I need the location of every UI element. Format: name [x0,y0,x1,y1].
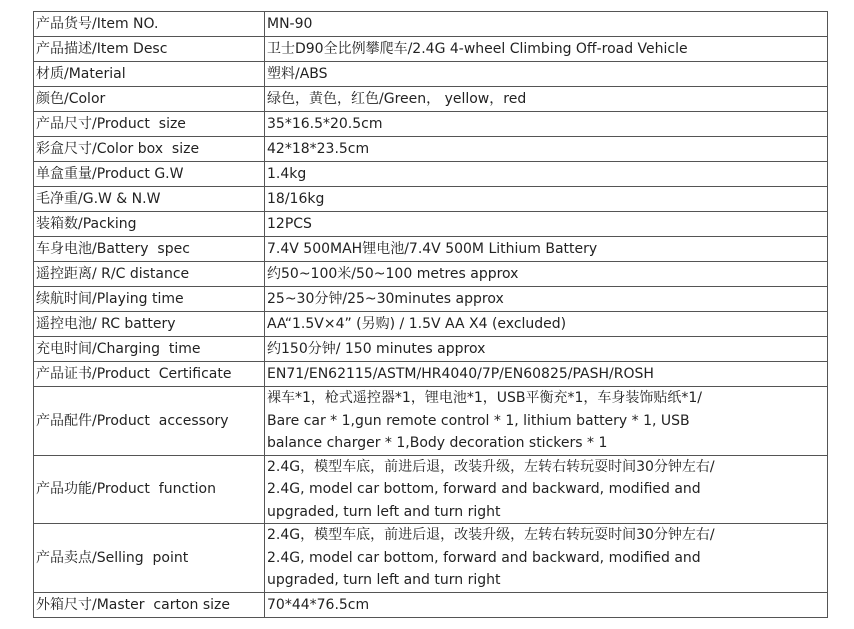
spec-label: 产品尺寸/Product size [34,112,265,137]
spec-value-line: 18/16kg [267,191,325,207]
spec-value [265,12,828,37]
spec-value-line: 2.4G，模型车底，前进后退，改装升级，左转右转玩耍时间30分钟左右/ [267,527,715,543]
spec-value-line: 35*16.5*20.5cm [267,116,383,132]
spec-label: 产品功能/Product function [34,455,265,524]
spec-value-line: MN-90 [267,16,313,32]
spec-label: 单盒重量/Product G.W [34,162,265,187]
spec-value [265,87,828,112]
spec-value-line: 25~30分钟/25~30minutes approx [267,291,504,307]
spec-value-line: 2.4G, model car bottom, forward and backward, modified and [267,481,701,497]
spec-value-line: EN71/EN62115/ASTM/HR4040/7P/EN60825/PASH/ROSH [267,366,654,382]
spec-value [265,387,828,456]
spec-label: 遥控电池/ RC battery [34,312,265,337]
spec-label: 产品卖点/Selling point [34,524,265,593]
product-spec-table [33,11,828,618]
spec-value-line: upgraded, turn left and turn right [267,572,501,588]
spec-value [265,162,828,187]
spec-value-line: 约50~100米/50~100 metres approx [267,266,519,282]
spec-label: 产品货号/Item NO. [34,12,265,37]
spec-row [34,87,828,112]
spec-value [265,524,828,593]
spec-row [34,212,828,237]
spec-value [265,312,828,337]
spec-label: 毛净重/G.W & N.W [34,187,265,212]
spec-label: 车身电池/Battery spec [34,237,265,262]
spec-value-line: 裸车*1，枪式遥控器*1，锂电池*1，USB平衡充*1，车身装饰贴纸*1/ [267,390,702,406]
spec-row [34,455,828,524]
spec-label: 彩盒尺寸/Color box size [34,137,265,162]
spec-value-line: 2.4G，模型车底，前进后退，改装升级，左转右转玩耍时间30分钟左右/ [267,458,715,475]
spec-row [34,62,828,87]
spec-row [34,112,828,137]
spec-value-line: balance charger * 1,Body decoration stickers * 1 [267,435,608,451]
spec-label: 材质/Material [34,62,265,87]
spec-value-line: upgraded, turn left and turn right [267,503,501,520]
spec-value [265,337,828,362]
spec-row [34,592,828,617]
spec-value-line: 卫士D90全比例攀爬车/2.4G 4-wheel Climbing Off-road Vehicle [267,41,688,57]
spec-value-line: 12PCS [267,216,312,232]
spec-value-line: AA“1.5V×4” (另购) / 1.5V AA X4 (excluded) [267,316,567,332]
spec-label: 产品描述/Item Desc [34,37,265,62]
spec-row [34,12,828,37]
spec-row [34,287,828,312]
spec-value [265,62,828,87]
spec-label: 产品配件/Product accessory [34,387,265,456]
spec-value-line: 7.4V 500MAH锂电池/7.4V 500M Lithium Battery [267,241,598,257]
spec-label: 产品证书/Product Certificate [34,362,265,387]
spec-value [265,455,828,524]
spec-value-line: 42*18*23.5cm [267,141,370,157]
spec-row [34,187,828,212]
spec-label: 遥控距离/ R/C distance [34,262,265,287]
spec-value [265,362,828,387]
spec-value [265,137,828,162]
spec-label: 装箱数/Packing [34,212,265,237]
spec-value [265,37,828,62]
spec-value [265,187,828,212]
spec-row [34,337,828,362]
spec-label: 续航时间/Playing time [34,287,265,312]
spec-value-line: 70*44*76.5cm [267,596,370,613]
spec-label: 充电时间/Charging time [34,337,265,362]
spec-label: 颜色/Color [34,87,265,112]
spec-value-line: Bare car * 1,gun remote control * 1, lithium battery * 1, USB [267,412,690,429]
spec-table-body [34,12,828,618]
spec-value [265,592,828,617]
spec-label: 外箱尺寸/Master carton size [34,592,265,617]
spec-value [265,212,828,237]
spec-value [265,237,828,262]
spec-value-line: 1.4kg [267,166,307,182]
spec-value-line: 塑料/ABS [267,66,328,82]
spec-row [34,137,828,162]
spec-row [34,37,828,62]
spec-row [34,162,828,187]
spec-row [34,262,828,287]
spec-row [34,312,828,337]
spec-value [265,262,828,287]
spec-value [265,287,828,312]
spec-value-line: 约150分钟/ 150 minutes approx [267,341,486,357]
spec-row [34,362,828,387]
spec-row [34,237,828,262]
spec-value-line: 绿色，黄色，红色/Green， yellow，red [267,91,527,107]
spec-value-line: 2.4G, model car bottom, forward and backward, modified and [267,549,701,566]
spec-row [34,387,828,456]
spec-row [34,524,828,593]
spec-value [265,112,828,137]
